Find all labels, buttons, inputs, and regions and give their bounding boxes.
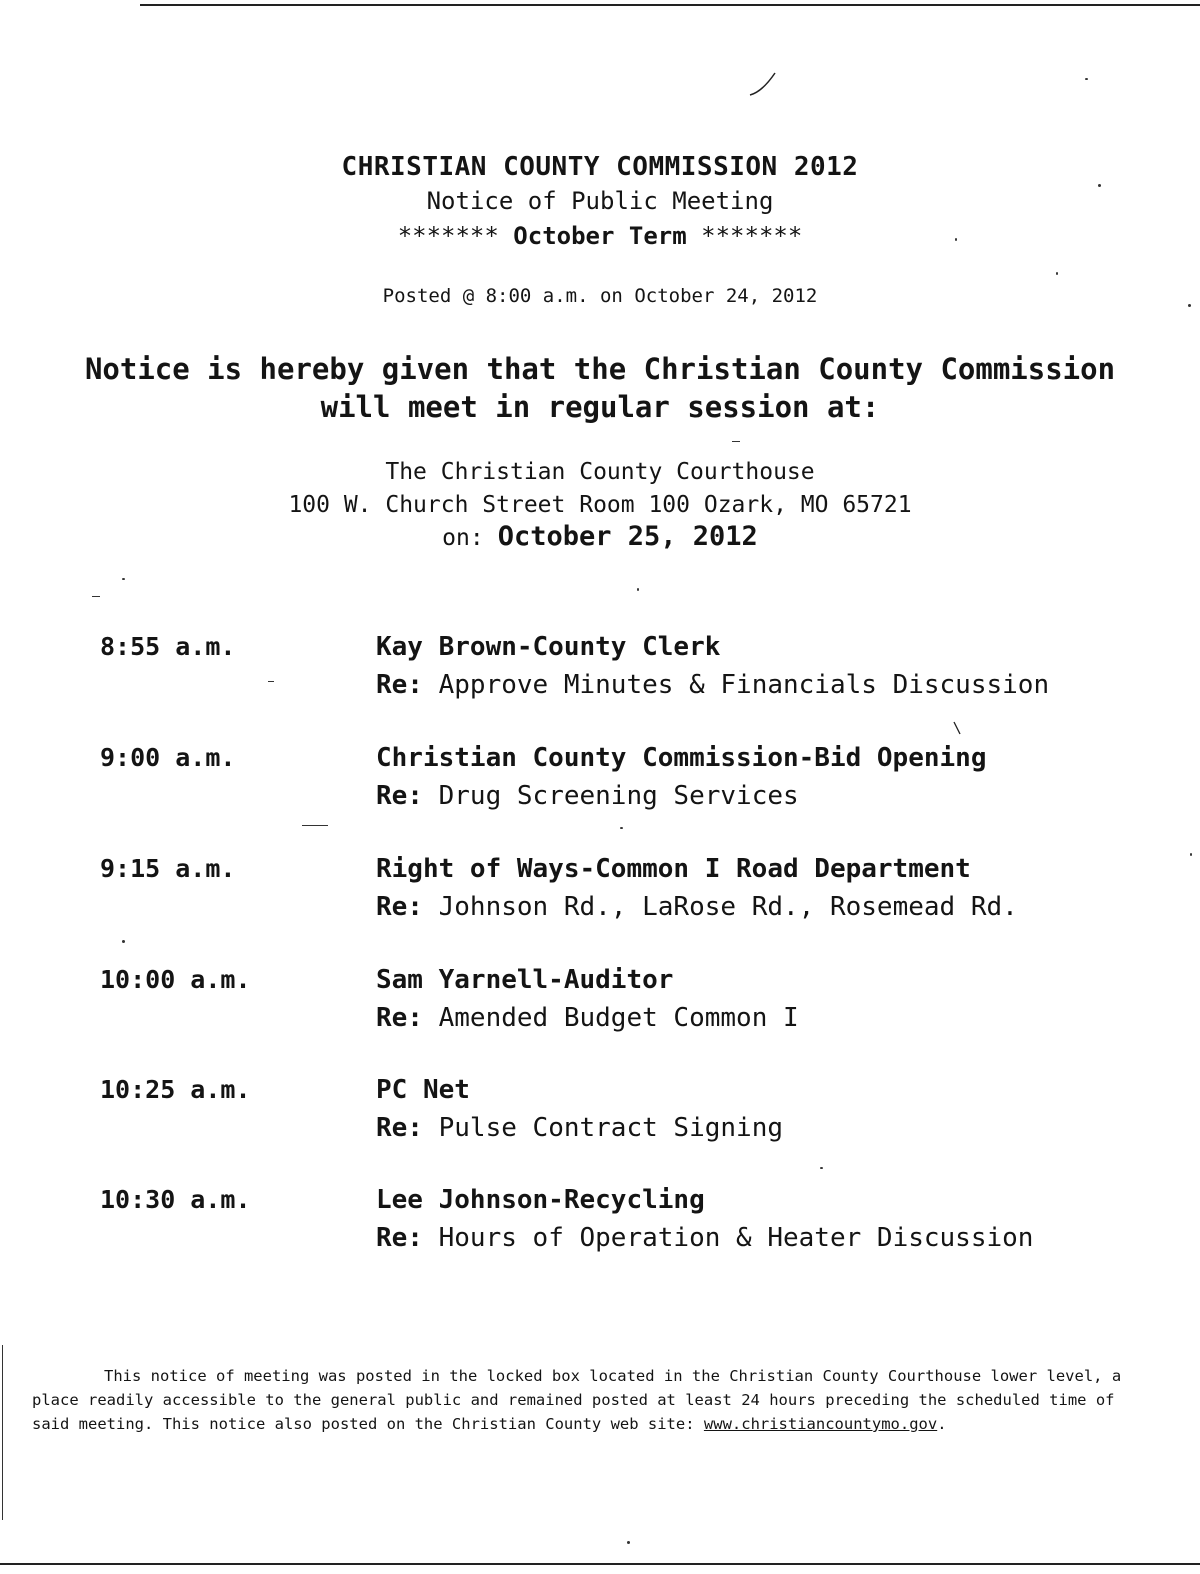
agenda-presenter: PC Net	[376, 1075, 470, 1105]
notice-line-2: will meet in regular session at:	[320, 390, 880, 424]
meeting-date-line	[0, 521, 1200, 552]
scan-dash	[268, 681, 274, 682]
re-label: Re:	[376, 1113, 423, 1143]
date-prefix: on:	[442, 525, 484, 551]
agenda-time: 8:55 a.m.	[100, 632, 236, 661]
scan-speck	[1056, 272, 1058, 275]
agenda-presenter: Kay Brown-County Clerk	[376, 632, 721, 662]
term-label: October Term	[513, 222, 687, 250]
scan-top-rule	[140, 4, 1200, 6]
agenda-presenter: Christian County Commission-Bid Opening	[376, 743, 987, 773]
re-label: Re:	[376, 1003, 423, 1033]
agenda-topic-text: Johnson Rd., LaRose Rd., Rosemead Rd.	[438, 892, 1018, 922]
agenda-topic-text: Hours of Operation & Heater Discussion	[438, 1223, 1034, 1253]
scan-speck	[820, 1167, 823, 1169]
meeting-date: October 25, 2012	[497, 521, 758, 552]
scan-speck	[122, 578, 125, 580]
re-label: Re:	[376, 1223, 423, 1253]
posted-timestamp: Posted @ 8:00 a.m. on October 24, 2012	[382, 285, 818, 307]
meeting-location	[0, 456, 1200, 522]
notice-line-1: Notice is hereby given that the Christian County Commission	[84, 352, 1116, 386]
agenda-topic	[376, 1113, 783, 1143]
pen-mark	[748, 70, 778, 98]
agenda-time: 9:15 a.m.	[100, 854, 236, 883]
scan-bottom-rule	[0, 1563, 1200, 1565]
agenda-topic	[376, 670, 1049, 700]
term-stars-right: *******	[701, 222, 803, 250]
scan-speck	[637, 588, 639, 591]
agenda-time: 9:00 a.m.	[100, 743, 236, 772]
re-label: Re:	[376, 670, 423, 700]
notice-statement	[0, 350, 1200, 426]
agenda-time: 10:30 a.m.	[100, 1185, 251, 1214]
agenda-topic-text: Pulse Contract Signing	[438, 1113, 783, 1143]
re-label: Re:	[376, 781, 423, 811]
agenda-time: 10:25 a.m.	[100, 1075, 251, 1104]
agenda-time: 10:00 a.m.	[100, 965, 251, 994]
agenda-topic	[376, 892, 1018, 922]
re-label: Re:	[376, 892, 423, 922]
scan-speck	[1190, 853, 1192, 856]
scan-left-edge	[2, 1345, 3, 1520]
agenda-presenter: Right of Ways-Common I Road Department	[376, 854, 971, 884]
scan-speck	[627, 1541, 630, 1544]
scan-dash	[302, 825, 328, 826]
agenda-topic-text: Amended Budget Common I	[438, 1003, 799, 1033]
term-line	[0, 222, 1200, 250]
footer-end: .	[937, 1415, 947, 1433]
posting-certification	[32, 1364, 1142, 1436]
agenda-topic	[376, 1003, 799, 1033]
term-stars-left: *******	[397, 222, 499, 250]
agenda-topic-text: Drug Screening Services	[438, 781, 799, 811]
scan-dash	[92, 596, 100, 597]
document-title: CHRISTIAN COUNTY COMMISSION 2012	[341, 152, 859, 182]
scan-speck	[620, 827, 623, 829]
footer-text: This notice of meeting was posted in the locked box located in the Christian County Courthouse lower level, a place readily accessible to the general public and remained posted at least 24 hours preceding the scheduled time of said meeting. This notice also posted on the Christian County web site:	[32, 1367, 1122, 1433]
scan-dash	[732, 441, 740, 442]
agenda-topic	[376, 781, 799, 811]
document-subtitle: Notice of Public Meeting	[426, 187, 774, 215]
website-link[interactable]: www.christiancountymo.gov	[703, 1415, 938, 1433]
location-address: 100 W. Church Street Room 100 Ozark, MO 65721	[288, 492, 912, 518]
pen-tick	[952, 720, 962, 736]
agenda-topic-text: Approve Minutes & Financials Discussion	[438, 670, 1050, 700]
location-building: The Christian County Courthouse	[385, 459, 815, 485]
agenda-topic	[376, 1223, 1033, 1253]
agenda-presenter: Sam Yarnell-Auditor	[376, 965, 674, 995]
agenda-presenter: Lee Johnson-Recycling	[376, 1185, 705, 1215]
scan-speck	[1085, 78, 1088, 80]
scan-speck	[122, 940, 125, 943]
